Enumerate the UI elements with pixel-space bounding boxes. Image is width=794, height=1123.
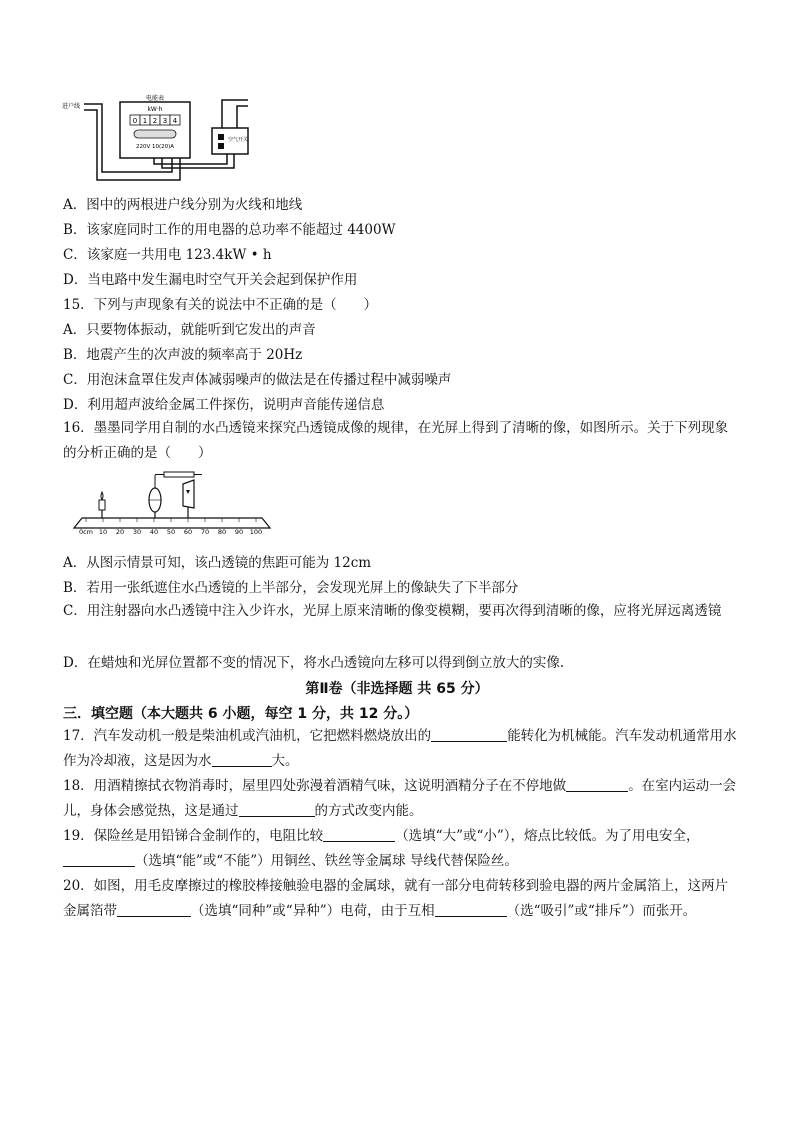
q19-text-3: （选填“能”或“不能”）用铜丝、铁丝等金属球 导线代替保险丝。 bbox=[135, 853, 518, 869]
q16-option-d: D．在蜡烛和光屏位置都不变的情况下，将水凸透镜向左移可以得到倒立放大的实像. bbox=[63, 655, 565, 671]
q17-blank-1[interactable] bbox=[431, 727, 507, 742]
q18-blank-1[interactable] bbox=[566, 777, 628, 792]
meter-title: 电能表 bbox=[145, 95, 165, 102]
q20-text-2: （选填“同种”或“异种”）电荷，由于互相 bbox=[191, 903, 435, 919]
meter-digit: 4 bbox=[172, 117, 178, 125]
question-19 bbox=[63, 824, 739, 874]
syringe-icon bbox=[155, 472, 202, 490]
meter-digit: 1 bbox=[142, 117, 148, 125]
light-screen-icon bbox=[183, 480, 194, 518]
q15-stem: 15．下列与声现象有关的说法中不正确的是（ ） bbox=[63, 297, 378, 313]
q15-option-b: B．地震产生的次声波的频率高于 20Hz bbox=[63, 347, 303, 363]
scale-label: 30 bbox=[132, 528, 142, 536]
q14-option-d: D．当电路中发生漏电时空气开关会起到保护作用 bbox=[63, 272, 358, 288]
meter-rotor-window bbox=[134, 130, 176, 138]
q17-text-1: 17．汽车发动机一般是柴油机或汽油机，它把燃料燃烧放出的 bbox=[63, 728, 432, 744]
scale-label: 100 bbox=[249, 528, 263, 536]
q14-option-b: B．该家庭同时工作的用电器的总功率不能超过 4400W bbox=[63, 222, 396, 238]
q15-option-a: A．只要物体振动，就能听到它发出的声音 bbox=[63, 322, 316, 338]
meter-unit: kW·h bbox=[147, 106, 163, 113]
q15-option-c: C．用泡沫盒罩住发声体减弱噪声的做法是在传播过程中减弱噪声 bbox=[63, 372, 452, 388]
q17-text-3: 大。 bbox=[271, 753, 299, 769]
q17-text-2: 能转化为机械能。汽车发动机通常用水作为冷却液，这是因为水 bbox=[63, 728, 737, 769]
q18-text-3: 的方式改变内能。 bbox=[314, 803, 423, 819]
q19-text-2: （选填“大”或“小”），熔点比较低。为了用电安全， bbox=[395, 828, 700, 844]
q18-text-1: 18．用酒精擦拭衣物消毒时，屋里四处弥漫着酒精气味，这说明酒精分子在不停地做 bbox=[63, 778, 567, 794]
scale-label: 20 bbox=[115, 528, 125, 536]
meter-figure bbox=[62, 92, 262, 192]
q20-blank-1[interactable] bbox=[117, 902, 191, 917]
q18-text-2: 。在室内运动一会儿，身体会感觉热，这是通过 bbox=[63, 778, 737, 819]
bench-scale-labels bbox=[79, 528, 262, 536]
incoming-line-label: 进户线 bbox=[62, 103, 81, 110]
q19-blank-2[interactable] bbox=[63, 852, 135, 867]
candle-icon bbox=[99, 492, 105, 518]
meter-rating: 220V 10(20)A bbox=[135, 144, 175, 150]
q16-option-b: B．若用一张纸遮住水凸透镜的上半部分，会发现光屏上的像缺失了下半部分 bbox=[63, 580, 519, 596]
scale-label: 50 bbox=[166, 528, 176, 536]
q14-option-a: A．图中的两根进户线分别为火线和地线 bbox=[63, 197, 303, 213]
q16-stem: 16．墨墨同学用自制的水凸透镜来探究凸透镜成像的规律，在光屏上得到了清晰的像，如图所示。关于下列现象的分析正确的是（ ） bbox=[63, 420, 729, 461]
scale-label: 90 bbox=[234, 528, 244, 536]
water-lens-icon bbox=[149, 488, 161, 518]
q14-option-c: C．该家庭一共用电 123.4kW • h bbox=[63, 247, 272, 263]
scale-label: 40 bbox=[149, 528, 159, 536]
meter-digit: 3 bbox=[162, 117, 168, 125]
optical-bench-figure bbox=[72, 466, 272, 542]
q16-option-a: A．从图示情景可知，该凸透镜的焦距可能为 12cm bbox=[63, 555, 372, 571]
q20-text-1: 20．如图，用毛皮摩擦过的橡胶棒接触验电器的金属球，就有一部分电荷转移到验电器的两片金属箔上，这两片金属箔带 bbox=[63, 878, 729, 919]
air-switch-label: 空气开关 bbox=[228, 137, 249, 143]
part-title: 三．填空题（本大题共 6 小题，每空 1 分，共 12 分。） bbox=[63, 706, 419, 722]
q18-blank-2[interactable] bbox=[239, 802, 315, 817]
meter-digit: 2 bbox=[152, 117, 158, 125]
scale-label: 80 bbox=[217, 528, 227, 536]
bench-rail bbox=[74, 518, 270, 528]
q17-blank-2[interactable] bbox=[212, 752, 272, 767]
scale-label: 60 bbox=[183, 528, 193, 536]
q15-option-d: D．利用超声波给金属工件探伤，说明声音能传递信息 bbox=[63, 397, 385, 413]
q20-blank-2[interactable] bbox=[435, 902, 507, 917]
q19-blank-1[interactable] bbox=[323, 827, 395, 842]
scale-label: 10 bbox=[98, 528, 108, 536]
scale-label: 0cm bbox=[78, 528, 94, 536]
scale-label: 70 bbox=[200, 528, 210, 536]
q20-text-3: （选“吸引”或“排斥”）而张开。 bbox=[506, 903, 697, 919]
section-title: 第Ⅱ卷（非选择题 共 65 分） bbox=[305, 681, 489, 697]
question-18 bbox=[63, 774, 739, 824]
q16-option-c: C．用注射器向水凸透镜中注入少许水，光屏上原来清晰的像变模糊，要再次得到清晰的像，应将光屏远离透镜 bbox=[63, 603, 722, 619]
question-17 bbox=[63, 724, 739, 774]
meter-digit: 0 bbox=[132, 117, 138, 125]
meter-digits bbox=[130, 115, 180, 125]
q19-text-1: 19．保险丝是用铅锑合金制作的，电阻比较 bbox=[63, 828, 324, 844]
question-20 bbox=[63, 874, 739, 924]
